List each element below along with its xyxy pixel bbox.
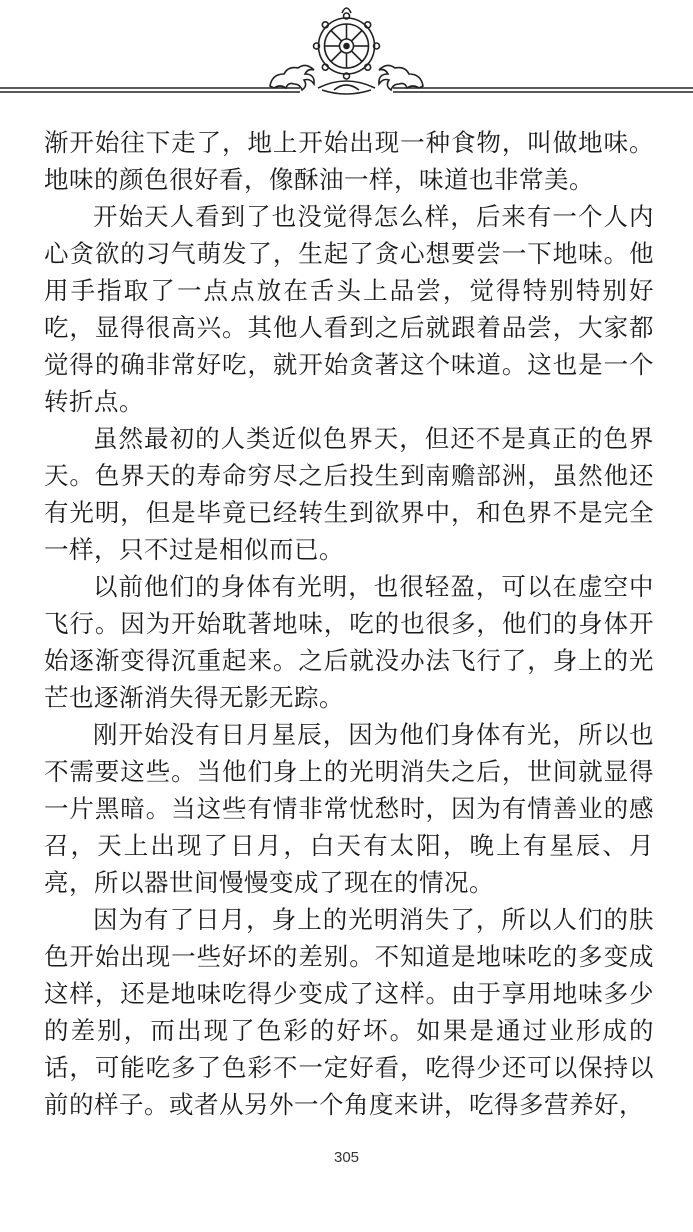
paragraph: 开始天人看到了也没觉得怎么样，后来有一个人内心贪欲的习气萌发了，生起了贪心想要尝一下地味。他用手指取了一点点放在舌头上品尝，觉得特别特别好吃，显得很高兴。其他人看到之后就跟着品尝，大家都觉得的确非常好吃，就开始贪著这个味道。这也是一个转折点。: [44, 202, 654, 416]
paragraph: 渐开始往下走了，地上开始出现一种食物，叫做地味。地味的颜色很好看，像酥油一样，味道也非常美。: [44, 128, 654, 194]
body-text: [44, 124, 654, 1123]
paragraph: 因为有了日月，身上的光明消失了，所以人们的肤色开始出现一些好坏的差别。不知道是地味吃的多变成这样，还是地味吃得少变成了这样。由于享用地味多少的差别，而出现了色彩的好坏。如果是通过业形成的话，可能吃多了色彩不一定好看，吃得少还可以保持以前的样子。或者从另外一个角度来讲，吃得多营养好，: [44, 905, 654, 1119]
page-number: 305: [333, 1149, 360, 1166]
paragraph: 刚开始没有日月星辰，因为他们身体有光，所以也不需要这些。当他们身上的光明消失之后，世间就显得一片黑暗。当这些有情非常忧愁时，因为有情善业的感召，天上出现了日月，白天有太阳，晚上有星辰、月亮，所以器世间慢慢变成了现在的情况。: [44, 720, 654, 897]
paragraph: 虽然最初的人类近似色界天，但还不是真正的色界天。色界天的寿命穷尽之后投生到南赡部洲，虽然他还有光明，但是毕竟已经转生到欲界中，和色界不是完全一样，只不过是相似而已。: [44, 424, 654, 564]
paragraph: 以前他们的身体有光明，也很轻盈，可以在虚空中飞行。因为开始耽著地味，吃的也很多，他们的身体开始逐渐变得沉重起来。之后就没办法飞行了，身上的光芒也逐渐消失得无影无踪。: [44, 572, 654, 712]
dharma-wheel-icon: [0, 0, 693, 105]
